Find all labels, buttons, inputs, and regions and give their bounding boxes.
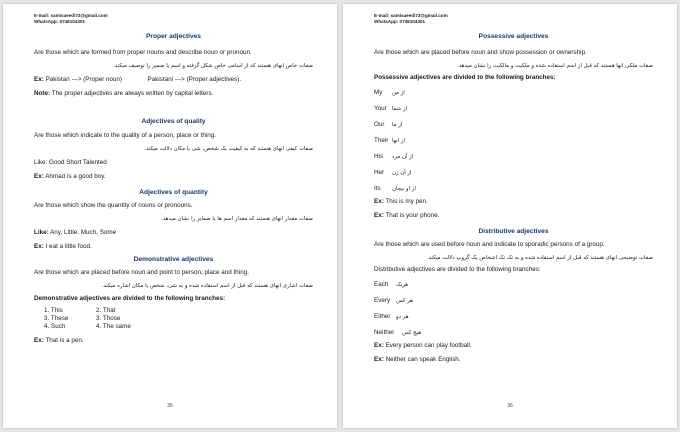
possessive-example-2 [374,212,653,220]
heading-proper: Proper adjectives [146,33,201,40]
page-left [3,4,337,428]
quality-definition: Are those which indicate to the quality of a person, place or thing. [34,132,217,139]
proper-example-2: Pakistani ---> (Proper adjectives). [147,76,242,83]
quantity-like-label: Like: [34,229,49,236]
possessive-example-text: This is my pen. [385,198,428,205]
item-english: Their [374,137,389,144]
list-item [44,307,313,315]
quantity-urdu: صفات مقدار انهای هستند که مقدار اسم ها یا ضمایر را نشان میدهد. [161,216,313,222]
list-item [374,185,653,193]
distributive-definition: Are those which are used before noun and indicate to sporadic persons of a group. [374,241,605,248]
distributive-example-text: Every person can play football. [385,342,472,349]
email-line: E-mail: samisaeedi73@gmail.com [374,13,448,18]
quantity-definition: Are those which show the quantity of nouns or pronouns. [34,202,193,209]
item-translation: هر کس [396,298,413,304]
list-item-left: 4. Such [44,323,66,330]
proper-urdu: صفات خاص انهای هستند که از اسامی خاص شکل گرفته و اسم یا ضمیر را توصیف میکند. [113,63,313,69]
possessive-example-label: Ex: [374,212,384,219]
item-english: Its [374,185,381,192]
item-english: Our [374,121,385,128]
list-item [374,329,653,337]
page-number: 36 [507,403,513,409]
demonstrative-example-label: Ex: [34,337,44,344]
quality-example [34,173,313,181]
demonstrative-definition: Are those which are placed before noun and point to person, place and thing. [34,269,249,276]
item-english: My [374,89,383,96]
page-right-content [374,13,653,364]
distributive-example-label: Ex: [374,356,384,363]
list-item [374,121,653,129]
item-translation: هریک [396,282,409,288]
list-item [374,153,653,161]
item-translation: از انها [392,138,405,144]
item-english: Either [374,313,391,320]
heading-possessive: Possessive adjectives [478,33,549,40]
distributive-branches: Distributive adjectives are divided to the following branches: [374,266,541,273]
item-english: His [374,153,384,160]
item-translation: از آن زن [392,170,412,176]
list-item [374,89,653,97]
possessive-urdu: صفات ملکی انها هستند که قبل از اسم استفاده شده و ملکیت و مالکیت را نشان میدهد. [457,63,653,69]
item-translation: از ما [392,122,403,128]
item-translation: از من [392,90,405,96]
list-item [374,313,653,321]
page-left-content [34,13,313,345]
quantity-like-text: Any, Little, Much, Some [50,229,117,236]
whatsapp-line: WhatsApp: 0748104301 [34,18,86,24]
distributive-example-2 [374,356,653,364]
distributive-list [374,281,653,337]
list-item-left: 1. This [44,307,63,314]
distributive-urdu: صفات توضیحی انهای هستند که قبل از اسم استفاده شده و به تک تک اشخاص یک گروپ دلالت میکند. [426,255,653,261]
page-number: 35 [167,403,173,409]
list-item [374,169,653,177]
list-item [374,297,653,305]
item-english: Every [374,297,391,304]
list-item [374,137,653,145]
item-translation: هیچ کس [402,330,422,336]
distributive-example-text: Neither can speak English. [385,356,461,363]
possessive-example-1 [374,198,653,206]
list-item-right: 2. That [96,307,116,314]
proper-example-label: Ex: [34,76,44,83]
quantity-like [34,229,313,237]
demonstrative-example [34,337,313,345]
proper-example [34,76,313,84]
item-translation: از آن مرد [392,154,414,160]
quality-example-text: Ahmad is a good boy. [45,173,106,180]
whatsapp-line: WhatsApp: 0748104301 [374,18,426,24]
list-item [44,323,313,331]
item-english: Your [374,105,387,112]
quantity-example [34,243,313,251]
item-english: Her [374,169,385,176]
demonstrative-branches: Demonstrative adjectives are divided to the following branches: [34,295,226,302]
proper-example-1: Pakistan ---> (Proper noun) [45,76,123,83]
heading-quantity: Adjectives of quantity [139,189,208,196]
proper-note-label: Note: [34,90,51,97]
email-line: E-mail: samisaeedi73@gmail.com [34,13,108,18]
heading-demonstrative: Demonstrative adjectives [133,256,214,263]
quality-like: Like: Good Short Talented [34,159,107,166]
possessive-example-text: That is your phone. [385,212,440,219]
item-english: Neither [374,329,395,336]
possessive-branches: Possessive adjectives are divided to the following branches: [374,74,556,81]
item-translation: هر دو [396,314,409,320]
proper-note [34,90,313,98]
possessive-example-label: Ex: [374,198,384,205]
demonstrative-list [44,307,313,331]
list-item-right: 4. The same [96,323,131,330]
item-translation: از شما [392,106,408,112]
list-item-left: 3. These [44,315,69,322]
possessive-definition: Are those which are placed before noun and show possession or ownership. [374,49,587,56]
quantity-example-text: I eat a little food. [45,243,92,250]
quality-example-label: Ex: [34,173,44,180]
distributive-example-label: Ex: [374,342,384,349]
quantity-example-label: Ex: [34,243,44,250]
distributive-example-1 [374,342,653,350]
list-item [374,105,653,113]
list-item [44,315,313,323]
item-translation: از او بیجان [392,186,416,192]
heading-quality: Adjectives of quality [141,118,206,125]
quality-urdu: صفات کیفی انهای هستند که به کیفیت یک شخص، شی یا مکان دلالت میکند. [144,146,313,152]
demonstrative-example-text: That is a pen. [45,337,84,344]
page-right [343,4,677,428]
list-item [374,281,653,289]
possessive-list [374,89,653,193]
demonstrative-urdu: صفات اشاری انهای هستند که قبل از اسم استفاده شده و به شی، شخص یا مکان اشاره میکند. [101,283,313,289]
item-english: Each [374,281,389,288]
proper-definition: Are those which are formed from proper nouns and describe noun or pronoun. [34,49,252,56]
list-item-right: 3. Those [96,315,121,322]
heading-distributive: Distributive adjectives [478,228,549,235]
proper-note-text: The proper adjectives are always written by capital letters. [51,90,214,97]
